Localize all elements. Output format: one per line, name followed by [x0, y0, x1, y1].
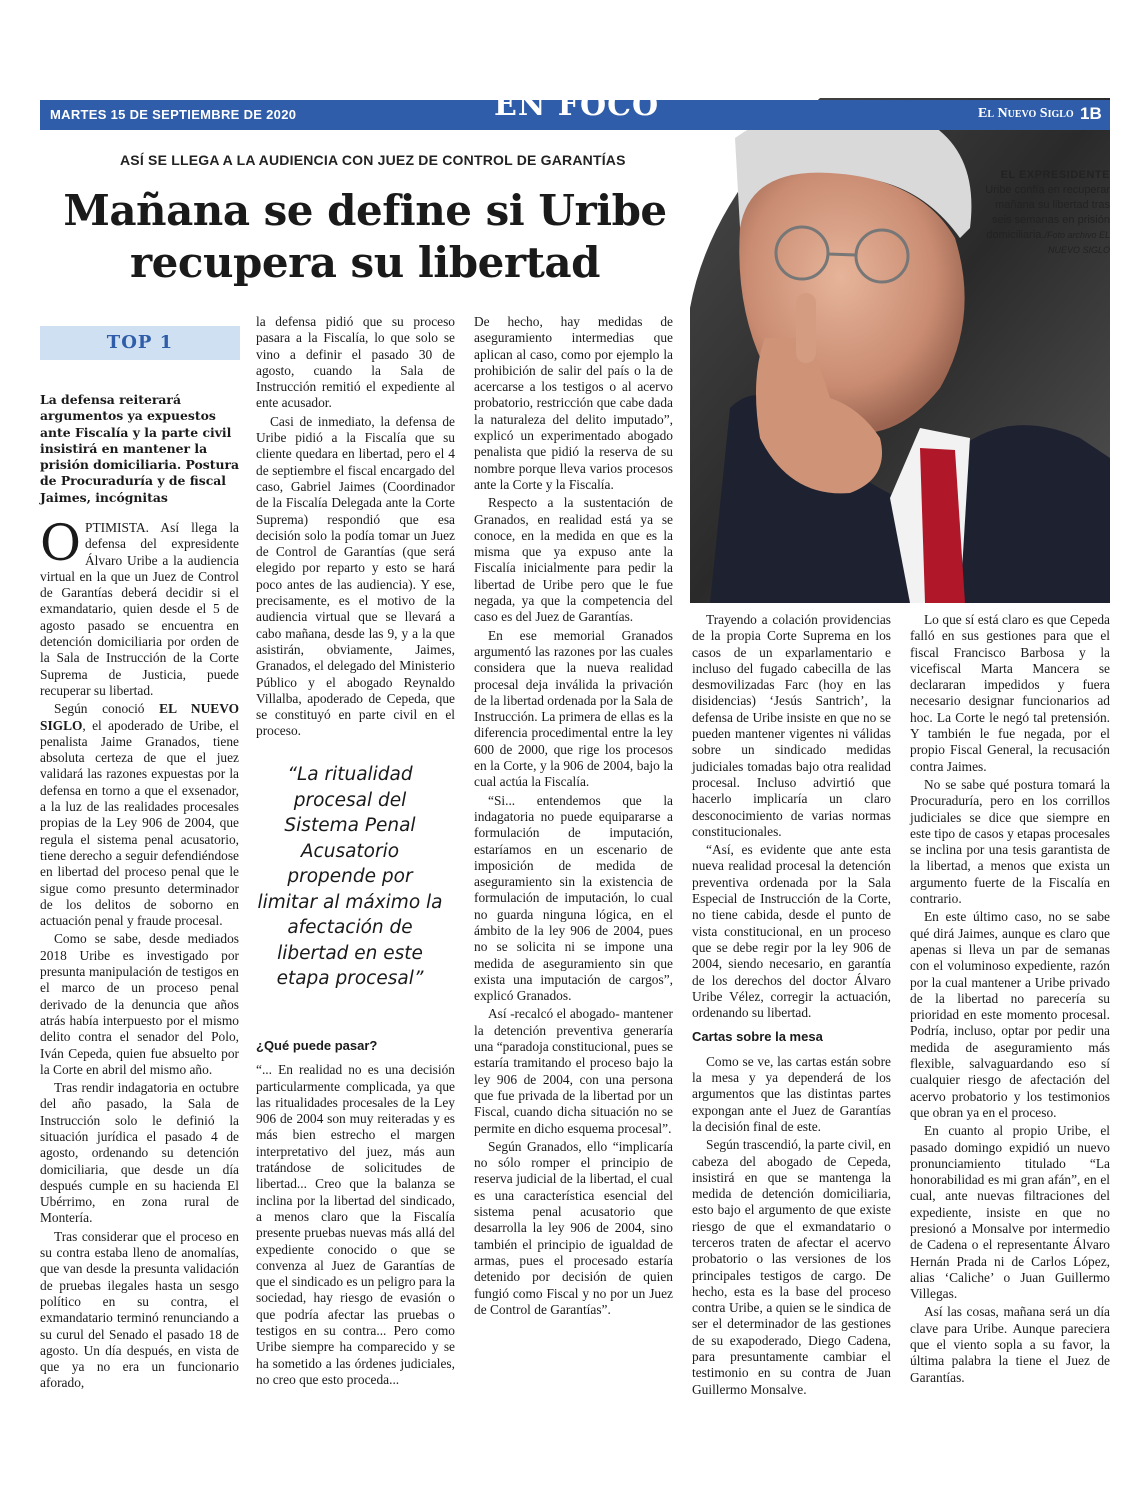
column-2-top — [256, 314, 455, 742]
paragraph: En cuanto al propio Uribe, el pasado domingo expidió un nuevo pronunciamiento titulado “La honorabilidad es mi gran afán”, en el cual, ante nuevas filtraciones del expediente, insiste en que no presionó a Monsalve por intermedio de Cadena o el representante Álvaro Hernán Prada ni de Carlos López, alias ‘Caliche’ o Juan Guillermo Villegas. — [910, 1123, 1110, 1302]
issue-date: MARTES 15 DE SEPTIEMBRE DE 2020 — [50, 107, 297, 122]
paragraph: “... En realidad no es una decisión particularmente complicada, ya que las ritualidades procesales de la Ley 906 de 2004 son muy reiteradas y es más bien estrecho el margen interpretativo del juez, más aun tratándose de solicitudes de libertad... Creo que la balanza se inclina por la libertad del sindicado, a menos claro que la Fiscalía presente pruebas nuevas más allá del expediente conocido o que se convenza al Juez de Garantías de que el sindicado es un peligro para la sociedad, hay riesgo de evasión o que podría afectar las pruebas o testigos en su contra... Pero como Uribe siempre ha comparecido y se ha sometido a las órdenes judiciales, no creo que esto proceda... — [256, 1062, 455, 1387]
paragraph: “Así, es evidente que ante esta nueva realidad procesal la detención preventiva ordenada por la Sala Especial de Instrucción de la Corte, no tiene cabida, desde el punto de vista constitucional, en un proceso que se debe regir por la ley 906 de 2004, siendo necesario, en garantía de los derechos del doctor Álvaro Uribe Vélez, corregir la actuación, ordenando su libertad. — [692, 842, 891, 1021]
column-3 — [474, 314, 673, 1320]
paragraph: Respecto a la sustentación de Granados, en realidad está ya se conoce, en la medida en que es la misma que ya expuso ante la Fiscalía inicialmente para pedir la libertad de Uribe pero que le fue negada, ya que la competencia del caso es del Juez de Garantías. — [474, 495, 673, 625]
paragraph-text: Así llega la defensa del expresidente Álvaro Uribe a la audiencia virtual en la que un Juez de Control de Garantías deberá decidir si el exmandatario, quien desde el 5 de agosto pasado se encuentra en detención domiciliaria por orden de la Sala de Instrucción de la Corte Suprema de Justicia, puede recuperar su libertad. — [40, 520, 239, 698]
pull-quote: “La ritualidad procesal del Sistema Penal Acusatorio propende por limitar al máximo la afectación de libertad en este etapa procesal” — [257, 764, 443, 989]
paragraph: De hecho, hay medidas de aseguramiento intermedias que aplican al caso, como por ejemplo la prohibición de salir del país o la de acercarse a los testigos o al acervo probatorio, restricción que cabe dada la naturaleza del delito imputado”, explicó un experimentado abogado penalista que pidió la reserva de su nombre porque lleva varios procesos ante la Corte y la Fiscalía. — [474, 314, 673, 492]
section-title: EN FOCO — [494, 88, 660, 123]
paragraph-text: , el apoderado de Uribe, el penalista Jaime Granados, tiene absoluta certeza de que el juez validará las razones expuestas por la defensa en torno a que el exsenador, a la luz de las realidades procesales propias de la Ley 906 de 2004, que regula el sistema penal acusatorio, tiene derecho a seguir defendiéndose en libertad del proceso penal que le sigue como presunto determinador de los delitos de soborno en actuación penal y fraude procesal. — [40, 717, 239, 929]
column-2-bottom — [256, 1030, 455, 1390]
page-number: 1B — [1080, 104, 1102, 123]
paragraph — [40, 701, 239, 929]
column-4 — [692, 612, 891, 1400]
paragraph: Según Granados, ello “implicaría no sólo romper el principio de reserva judicial de la libertad, el cual es una característica esencial del sistema penal acusatorio que desarrolla la ley 906 de 2004, sino también el principio de igualdad de armas, pues el procesado estaría detenido por decisión de quien fungió como Fiscal y no por un Juez de Control de Garantías”. — [474, 1138, 673, 1317]
top-label-box — [40, 326, 240, 360]
paragraph: Así las cosas, mañana será un día clave para Uribe. Aunque pareciera que el viento sopla a su favor, la última palabra la tiene el Juez de Garantías. — [910, 1304, 1110, 1385]
paragraph: Lo que sí está claro es que Cepeda falló en sus gestiones para que el fiscal Francisco Barbosa y la vicefiscal Marta Mancera se declararan impedidos y fuera necesario designar funcionarios ad hoc. La Corte le negó tal pretensión. Y también le fue negada, por el propio Fiscal General, la recusación contra Jaimes. — [910, 612, 1110, 774]
paragraph: la defensa pidió que su proceso pasara a la Fiscalía, lo que solo se vino a definir el pasado 30 de agosto, cuando la Sala de Instrucción remitió el expediente al ente acusador. — [256, 314, 455, 411]
paragraph — [40, 514, 239, 699]
article-headline — [40, 185, 690, 289]
lead-word: PTIMISTA. — [85, 520, 150, 535]
newspaper-name: EL NUEVO SIGLO — [40, 701, 240, 733]
caption-credit: /Foto archivo EL NUEVO SIGLO — [1044, 230, 1110, 255]
headline-line-1: Mañana se define si Uribe — [63, 186, 667, 235]
drop-cap: O — [40, 514, 81, 572]
paragraph: No se sabe qué postura tomará la Procuraduría, pero en los corrillos judiciales se dice que siempre en este tipo de casos y etapas procesales se inclina por una tesis garantista de la libertad, a menos que exista un argumento fuerte de la Fiscalía en contrario. — [910, 776, 1110, 907]
caption-title: EL EXPRESIDENTE — [1000, 169, 1110, 181]
column-1 — [40, 514, 240, 1394]
paragraph: Tras considerar que el proceso en su contra estaba lleno de anomalías, que van desde la presunta validación de pruebas ilegales hasta un sesgo político en su contra, el exmandatario terminó renunciando a su curul del Senado el pasado 18 de agosto. Un día después, en vista de que ya no era un funcionario aforado, — [40, 1228, 239, 1391]
newspaper-brand: El Nuevo Siglo — [978, 106, 1074, 121]
paragraph: “Si... entendemos que la indagatoria no puede equipararse a formulación de imputación, estaríamos en un escenario de imposición de medida de aseguramiento sin la existencia de formulación de imputación, lo cual no guarda ninguna lógica, en el ámbito de la ley 906 de 2004, pues no se solicita ni se impone una medida de aseguramiento sin que exista una imputación de cargos”, explicó Granados. — [474, 792, 673, 1004]
subheading: Cartas sobre la mesa — [692, 1029, 823, 1045]
photo-caption — [985, 168, 1110, 258]
paragraph: Así -recalcó el abogado- mantener la detención preventiva generaría una “paradoja constitucional, pues se estaría tramitando el proceso bajo la ley 906 de 2004, con una persona que fue privada de la libertad por un Fiscal, cuando dicha situación no se permite en dicho esquema procesal”. — [474, 1006, 673, 1136]
subheading: ¿Qué puede pasar? — [256, 1038, 378, 1053]
paragraph: Según trascendió, la parte civil, en cabeza del abogado de Cepeda, insistirá en que se mantenga la medida de detención domiciliaria, esto bajo el argumento de que existe riesgo de que el exmandatario o terceros traten de afectar el acervo probatorio o las versiones de los principales testigos de cargo. De hecho, esta es la base del proceso contra Uribe, a quien se le sindica de ser el determinador de las gestiones de su exapoderado, Diego Cadena, para presuntamente cambiar el testimonio en su contra de Juan Guillermo Monsalve. — [692, 1137, 891, 1397]
article-kicker: ASÍ SE LLEGA A LA AUDIENCIA CON JUEZ DE CONTROL DE GARANTÍAS — [120, 152, 626, 168]
column-5 — [910, 612, 1110, 1388]
paragraph: Como se sabe, desde mediados 2018 Uribe es investigado por presunta manipulación de testigos en el marco de un proceso penal derivado de la denuncia que años atrás había interpuesto por el mismo delito contra el senador del Polo, Iván Cepeda, quien fue absuelto por la Corte en abril del mismo año. — [40, 931, 239, 1077]
article-lead: La defensa reiterará argumentos ya expuestos ante Fiscalía y la parte civil insistirá en mantener la prisión domiciliaria. Postura de Procuraduría y de fiscal Jaimes, incógnitas — [40, 392, 240, 505]
paragraph-text: Según conoció — [54, 701, 160, 717]
caption-text: Uribe confía en recuperar mañana su libertad tras seis semanas en prisión domiciliaria. — [985, 184, 1110, 241]
paragraph: Como se ve, las cartas están sobre la mesa y ya dependerá de los argumentos que las distintas partes expongan ante el Juez de Garantías la decisión final de este. — [692, 1053, 891, 1134]
paragraph: Casi de inmediato, la defensa de Uribe pidió a la Fiscalía que su cliente quedara en libertad, pero el 4 de septiembre el fiscal encargado del caso, Gabriel Jaimes (Coordinador de la Fiscalía Delegada ante la Corte Suprema) respondió que esa decisión solo la podía tomar un Juez de Control de Garantías (que será elegido por reparto y esto se hará poco antes de las audiencia). Y ese, precisamente, es el motivo de la audiencia virtual que se llevará a cabo mañana, desde las 9, y a la que asistirán, obviamente, Jaimes, Granados, el delegado del Ministerio Público y el abogado Reynaldo Villalba, apoderado de Cepeda, que se constituyó en parte civil en el proceso. — [256, 413, 455, 739]
paragraph: Trayendo a colación providencias de la propia Corte Suprema en los casos de un exparlamentario e incluso del fugado cabecilla de las desmovilizadas Farc (hoy en las disidencias) ‘Jesús Santrich’, la defensa de Uribe insiste en que no se pueden mantener vigentes ni válidas sobre un sindicado medidas judiciales tomadas bajo otra realidad procesal. Incluso advirtió que hacerlo implicaría un claro desconocimiento de varias normas constitucionales. — [692, 612, 891, 839]
top-label: TOP 1 — [106, 332, 174, 353]
paragraph: En este último caso, no se sabe qué dirá Jaimes, aunque es claro que apenas si lleva un par de semanas con el voluminoso expediente, razón por la cual mantener a Uribe privado de la libertad no parecería su prioridad en este momento procesal. Podría, incluso, optar por pedir una medida de aseguramiento más flexible, salvaguardando eso sí cualquier riesgo de afectación del acervo probatorio y los testimonios que obran ya en el proceso. — [910, 909, 1110, 1120]
headline-line-2: recupera su libertad — [130, 238, 600, 287]
paragraph: En ese memorial Granados argumentó las razones por las cuales considera que la nueva realidad procesal deja inválida la privación de la libertad ordenada por la Sala de Instrucción. La primera de ellas es la diferencia procedimental entre la ley 600 de 2000, que rige los procesos en la Corte, y la 906 de 2004, bajo la cual actúa la Fiscalía. — [474, 627, 673, 790]
paragraph: Tras rendir indagatoria en octubre del año pasado, la Sala de Instrucción solo le definió la situación jurídica el pasado 4 de agosto, ordenando su detención domiciliaria, que desde un día después cumple en su hacienda El Ubérrimo, en zona rural de Montería. — [40, 1080, 239, 1226]
